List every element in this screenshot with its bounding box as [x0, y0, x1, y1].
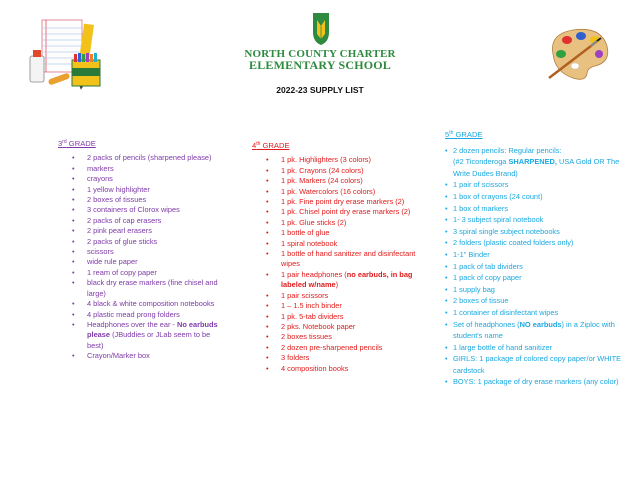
list-item: • 3 spiral single subject notebooks [445, 226, 630, 238]
list-item: • 1 spiral notebook [252, 239, 427, 249]
grade3-heading: 3rd GRADE [58, 139, 96, 148]
list-item: • 2 pink pearl erasers [58, 226, 228, 236]
list-item: • 2 pks. Notebook paper [252, 322, 427, 332]
list-item: • 1 pair headphones (no earbuds, in bag labeled w/name) [252, 270, 427, 291]
list-item: • 4 black & white composition notebooks [58, 299, 228, 309]
grade4-heading: 4th GRADE [252, 141, 290, 150]
list-item: • 1 pk. Highlighters (3 colors) [252, 155, 427, 165]
grade4-list [252, 155, 427, 374]
list-item: • 1-1" Binder [445, 249, 630, 261]
list-item: • BOYS: 1 package of dry erase markers (any color) [445, 376, 630, 388]
list-item: • 1 pair scissors [252, 291, 427, 301]
list-item: • 2 packs of cap erasers [58, 216, 228, 226]
list-item: • 1 pk. Watercolors (16 colors) [252, 187, 427, 197]
list-item: • black dry erase markers (fine chisel and large) [58, 278, 228, 299]
list-item: • 2 boxes tissues [252, 332, 427, 342]
list-item: • 3 folders [252, 353, 427, 363]
list-item: • 1 bottle of hand sanitizer and disinfectant wipes [252, 249, 427, 270]
list-item: • 1 bottle of glue [252, 228, 427, 238]
list-item: • 4 composition books [252, 364, 427, 374]
paint-palette-clipart-icon [545, 26, 613, 82]
grade5-list [445, 145, 630, 388]
list-item: • wide rule paper [58, 257, 228, 267]
list-item: • 2 dozen pencils: Regular pencils: (#2 Ticonderoga SHARPENED, USA Gold OR The Write Dudes Brand) [445, 145, 630, 180]
list-item: • 1 yellow highlighter [58, 185, 228, 195]
page-title: 2022-23 SUPPLY LIST [276, 85, 364, 95]
grade5-column [445, 128, 630, 388]
list-item: • 1- 3 subject spiral notebook [445, 214, 630, 226]
list-item: • 1 – 1.5 inch binder [252, 301, 427, 311]
list-item: • 2 packs of pencils (sharpened please) [58, 153, 228, 163]
list-item: • 1 pair of scissors [445, 179, 630, 191]
school-name-line1: NORTH COUNTY CHARTER [244, 48, 396, 60]
list-item: • 1 pk. Markers (24 colors) [252, 176, 427, 186]
list-item: • 1 pk. Chisel point dry erase markers (2) [252, 207, 427, 217]
list-item: • 1 box of markers [445, 203, 630, 215]
list-item: • 1 container of disinfectant wipes [445, 307, 630, 319]
grade4-column [252, 139, 427, 374]
list-item: • GIRLS: 1 package of colored copy paper/or WHITE cardstock [445, 353, 630, 376]
list-item: • 1 supply bag [445, 284, 630, 296]
grade3-list [58, 153, 228, 361]
list-item: • 3 containers of Clorox wipes [58, 205, 228, 215]
list-item: • 4 plastic mead prong folders [58, 310, 228, 320]
list-item: • Set of headphones (NO earbuds) in a Ziploc with student's name [445, 319, 630, 342]
school-name [200, 49, 440, 71]
list-item: • scissors [58, 247, 228, 257]
list-item: • 1 box of crayons (24 count) [445, 191, 630, 203]
list-item: • 2 boxes of tissues [58, 195, 228, 205]
list-item: • crayons [58, 174, 228, 184]
school-shield-logo-icon [312, 12, 330, 46]
school-supplies-clipart-icon [28, 18, 108, 90]
list-item: • 1 pack of tab dividers [445, 261, 630, 273]
list-item: • 1 pk. Fine point dry erase markers (2) [252, 197, 427, 207]
grade3-column [58, 137, 228, 362]
list-item: • 1 pk. Crayons (24 colors) [252, 166, 427, 176]
page-header [0, 0, 640, 110]
school-name-line2: ELEMENTARY SCHOOL [249, 58, 391, 72]
list-item: • markers [58, 164, 228, 174]
list-item: • 2 packs of glue sticks [58, 237, 228, 247]
list-item: • Headphones over the ear - No earbuds please (JBuddies or JLab seem to be best) [58, 320, 228, 351]
grade5-heading: 5th GRADE [445, 130, 483, 139]
list-item: • 2 dozen pre-sharpened pencils [252, 343, 427, 353]
list-item: • 2 folders (plastic coated folders only) [445, 237, 630, 249]
list-item: • 1 large bottle of hand sanitizer [445, 342, 630, 354]
list-item: • 1 ream of copy paper [58, 268, 228, 278]
list-item: • 1 pk. 5-tab dividers [252, 312, 427, 322]
list-item: • 1 pack of copy paper [445, 272, 630, 284]
list-item: • Crayon/Marker box [58, 351, 228, 361]
list-item: • 1 pk. Glue sticks (2) [252, 218, 427, 228]
list-item: • 2 boxes of tissue [445, 295, 630, 307]
